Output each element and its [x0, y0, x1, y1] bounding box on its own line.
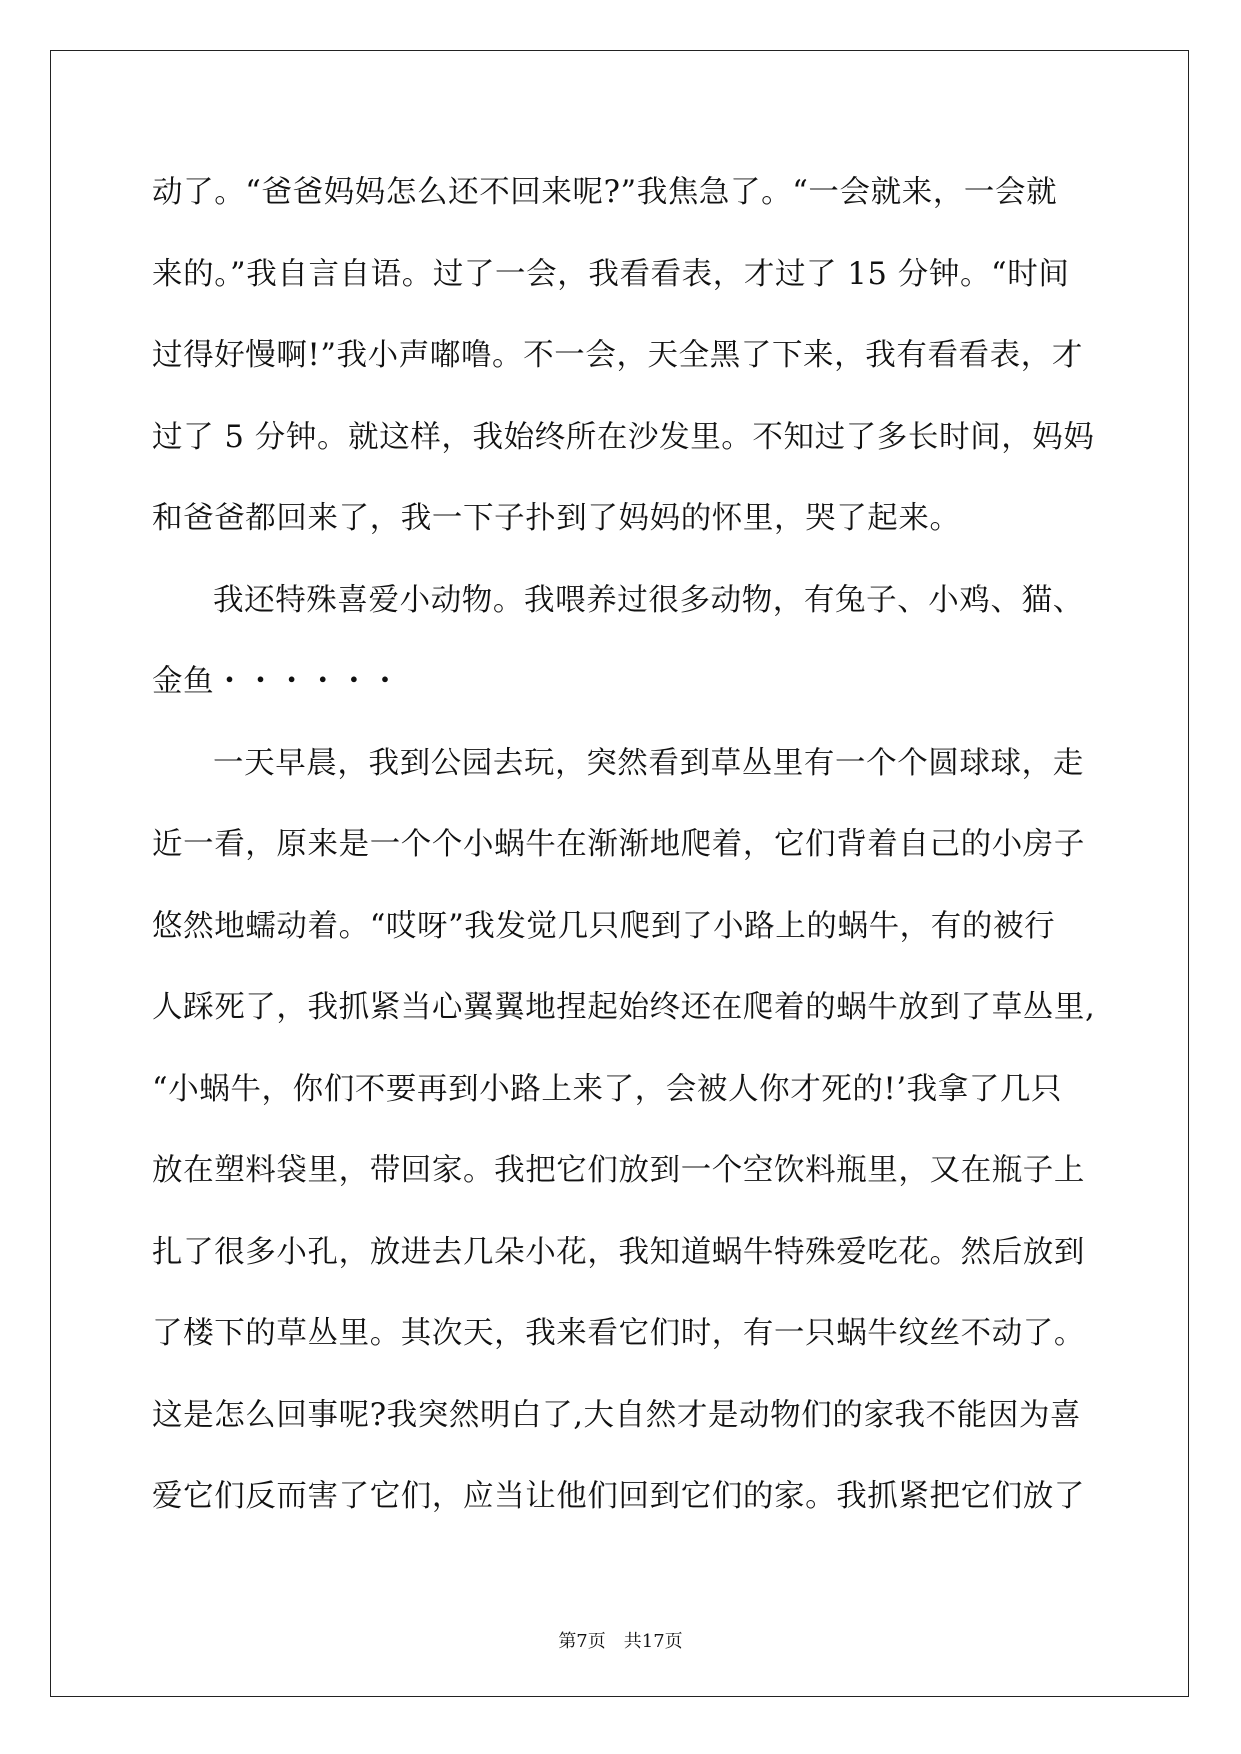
- text-line: 爱它们反而害了它们，应当让他们回到它们的家。我抓紧把它们放了: [152, 1479, 1085, 1514]
- text-line: 来的。”我自言自语。过了一会，我看看表，才过了 15 分钟。“时间: [152, 256, 1070, 292]
- text-line: 金鱼・・・・・・: [152, 664, 401, 699]
- text-line: 这是怎么回事呢?我突然明白了,大自然才是动物们的家我不能因为喜: [152, 1397, 1082, 1433]
- text-line: 悠然地蠕动着。“哎呀”我发觉几只爬到了小路上的蜗牛，有的被行: [152, 908, 1056, 944]
- text-line: 人踩死了，我抓紧当心翼翼地捏起始终还在爬着的蜗牛放到了草丛里,: [152, 990, 1096, 1025]
- text-line: 放在塑料袋里，带回家。我把它们放到一个空饮料瓶里，又在瓶子上: [152, 1153, 1085, 1188]
- paragraph-first-line: 一天早晨，我到公园去玩，突然看到草丛里有一个个圆球球，走: [213, 745, 1084, 781]
- text-line: 过得好慢啊!”我小声嘟噜。不一会，天全黑了下来，我有看看表，才: [152, 338, 1083, 373]
- text-line: 动了。“爸爸妈妈怎么还不回来呢?”我焦急了。“一会就来，一会就: [152, 175, 1058, 210]
- text-line: “小蜗牛，你们不要再到小路上来了，会被人你才死的!’我拿了几只: [152, 1071, 1063, 1107]
- page-footer: [0, 1630, 1241, 1654]
- current-page-number: 第7页: [558, 1631, 606, 1652]
- text-line: 近一看，原来是一个个小蜗牛在渐渐地爬着，它们背着自己的小房子: [152, 827, 1085, 862]
- text-line: 和爸爸都回来了，我一下子扑到了妈妈的怀里，哭了起来。: [152, 501, 961, 536]
- total-page-count: 共17页: [623, 1631, 683, 1652]
- document-body: [152, 152, 1096, 1538]
- text-line: 过了 5 分钟。就这样，我始终所在沙发里。不知过了多长时间，妈妈: [152, 419, 1095, 455]
- text-line: 了楼下的草丛里。其次天，我来看它们时，有一只蜗牛纹丝不动了。: [152, 1316, 1085, 1351]
- paragraph-first-line: 我还特殊喜爱小动物。我喂养过很多动物，有兔子、小鸡、猫、: [213, 582, 1084, 618]
- text-line: 扎了很多小孔，放进去几朵小花，我知道蜗牛特殊爱吃花。然后放到: [152, 1234, 1085, 1270]
